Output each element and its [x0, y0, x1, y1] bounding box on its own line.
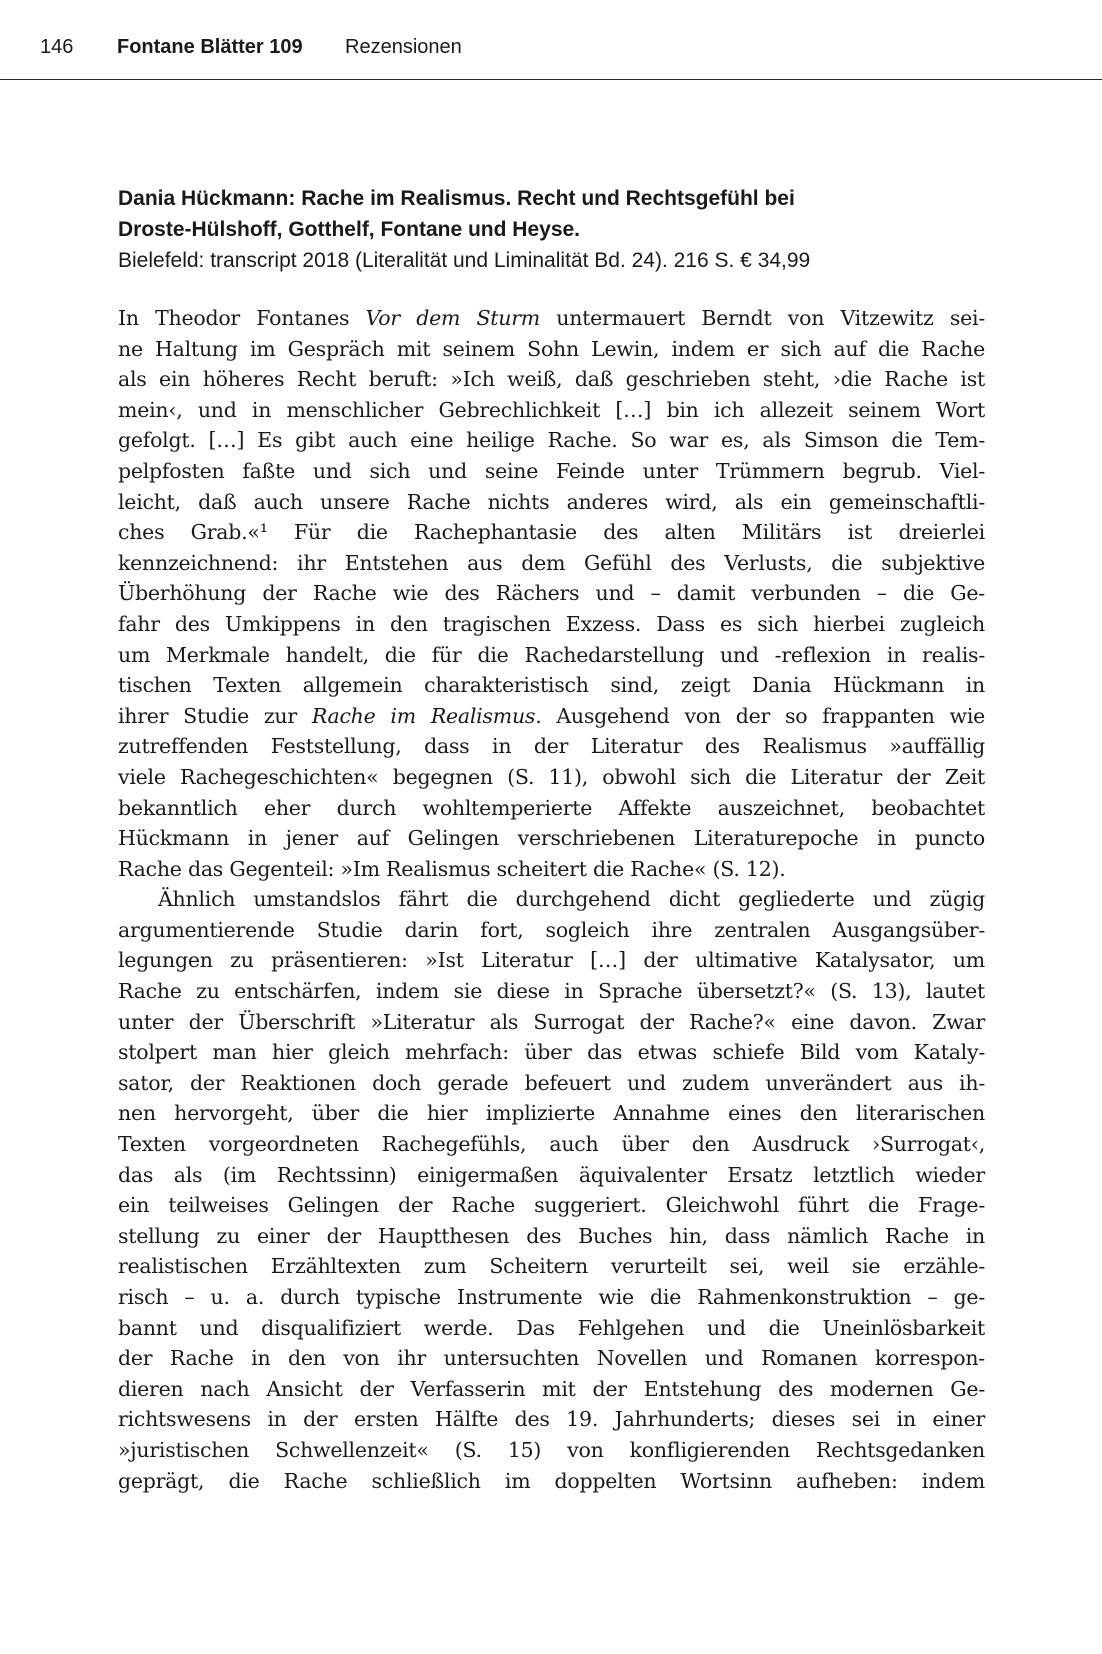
body-line-text: . Ausgehend von der so frappanten wie [535, 703, 986, 728]
body-line [118, 1160, 985, 1191]
body-line [118, 395, 985, 426]
body-line-text: mein‹, und in menschlicher Gebrechlichkeit […] bin ich allezeit seinem Wort [118, 397, 985, 422]
body-line-text: als ein höheres Recht beruft: »Ich weiß, daß geschrieben steht, ›die Rache ist [118, 367, 985, 392]
review-heading [118, 183, 998, 276]
body-line [118, 1037, 985, 1068]
journal-title: Fontane Blätter 109 [117, 36, 303, 58]
body-line [118, 884, 985, 915]
body-line-text: pelpfosten faßte und sich und seine Feinde unter Trümmern begrub. Viel- [118, 458, 985, 483]
body-line [118, 456, 985, 487]
body-line [118, 1190, 985, 1221]
body-line [118, 1007, 985, 1038]
body-line [118, 1404, 985, 1435]
body-line-text: um Merkmale handelt, die für die Rachedarstellung und -reflexion in realis- [118, 642, 985, 667]
review-title-line-1: Dania Hückmann: Rache im Realismus. Recht und Rechtsgefühl bei [118, 187, 795, 210]
body-line-text: Hückmann in jener auf Gelingen verschriebenen Literaturepoche in puncto [118, 826, 985, 851]
body-line [118, 1221, 985, 1252]
body-line [118, 364, 985, 395]
body-line [118, 854, 985, 885]
body-line [118, 1129, 985, 1160]
body-line-text: argumentierende Studie darin fort, sogleich ihre zentralen Ausgangsüber- [118, 917, 985, 942]
body-line [118, 425, 985, 456]
body-line [118, 517, 985, 548]
body-line-text: nen hervorgeht, über die hier implizierte Annahme eines den literarischen [118, 1101, 985, 1126]
body-line [118, 640, 985, 671]
body-line [118, 1435, 985, 1466]
italic-title: Vor dem Sturm [365, 306, 540, 330]
body-line [118, 793, 985, 824]
body-line-text: der Rache in den von ihr untersuchten Novellen und Romanen korrespon- [118, 1346, 985, 1371]
body-line [118, 823, 985, 854]
body-line-text: ein teilweises Gelingen der Rache suggeriert. Gleichwohl führt die Frage- [118, 1193, 985, 1218]
body-line [118, 945, 985, 976]
body-line-text: ches Grab.«¹ Für die Rachephantasie des alten Militärs ist dreierlei [118, 520, 985, 545]
body-line [118, 609, 985, 640]
review-body [118, 303, 985, 1496]
body-line-text: »juristischen Schwellenzeit« (S. 15) von konfligierenden Rechtsgedanken [118, 1437, 985, 1462]
body-line-text: zutreffenden Feststellung, dass in der Literatur des Realismus »auffällig [118, 734, 985, 759]
body-line [118, 915, 985, 946]
body-line [118, 1374, 985, 1405]
body-line-text: sator, der Reaktionen doch gerade befeuert und zudem unverändert aus ih- [118, 1070, 985, 1095]
body-line-text: legungen zu präsentieren: »Ist Literatur […] der ultimative Katalysator, um [118, 948, 985, 973]
body-line-text: risch – u. a. durch typische Instrumente wie die Rahmenkonstruktion – ge- [118, 1285, 985, 1309]
body-line [118, 1098, 985, 1129]
running-head [0, 0, 1102, 80]
body-line-text: Rache das Gegenteil: »Im Realismus scheitert die Rache« (S. 12). [118, 856, 786, 881]
body-line-text: stellung zu einer der Hauptthesen des Buches hin, dass nämlich Rache in [118, 1223, 985, 1248]
italic-title: Rache im Realismus [311, 703, 536, 728]
body-line [118, 1343, 985, 1374]
body-line-text: realistischen Erzähltexten zum Scheitern verurteilt sei, weil sie erzähle- [118, 1254, 985, 1279]
body-line-text: kennzeichnend: ihr Entstehen aus dem Gefühl des Verlusts, die subjektive [118, 550, 985, 575]
body-line-text: fahr des Umkippens in den tragischen Exzess. Dass es sich hierbei zugleich [118, 611, 985, 636]
body-line-text: tischen Texten allgemein charakteristisch sind, zeigt Dania Hückmann in [118, 673, 985, 698]
body-line-text: ne Haltung im Gespräch mit seinem Sohn Lewin, indem er sich auf die Rache [118, 336, 985, 361]
body-line-text: das als (im Rechtssinn) einigermaßen äquivalenter Ersatz letztlich wieder [118, 1162, 985, 1187]
body-line-text: viele Rachegeschichten« begegnen (S. 11), obwohl sich die Literatur der Zeit [118, 764, 985, 789]
body-line-text: richtswesens in der ersten Hälfte des 19. Jahrhunderts; dieses sei in einer [118, 1407, 985, 1432]
body-line-text: untermauert Berndt von Vitzewitz sei- [539, 306, 985, 330]
review-title-line-2: Droste-Hülshoff, Gotthelf, Fontane und Heyse. [118, 218, 581, 241]
body-line [118, 1251, 985, 1282]
body-line-text: dieren nach Ansicht der Verfasserin mit der Entstehung des modernen Ge- [118, 1376, 985, 1401]
body-line [118, 1466, 985, 1497]
body-line [118, 487, 985, 518]
section-title: Rezensionen [345, 36, 462, 58]
body-line-text: geprägt, die Rache schließlich im doppelten Wortsinn aufheben: indem [118, 1468, 985, 1493]
body-line-text: Rache zu entschärfen, indem sie diese in Sprache übersetzt?« (S. 13), lautet [118, 979, 985, 1004]
body-line [118, 303, 985, 334]
body-line-text: bekanntlich eher durch wohltemperierte Affekte auszeichnet, beobachtet [118, 795, 985, 820]
body-line [118, 976, 985, 1007]
body-line-text: unter der Überschrift »Literatur als Surrogat der Rache?« eine davon. Zwar [118, 1009, 985, 1034]
body-line [118, 762, 985, 793]
body-line-text: leicht, daß auch unsere Rache nichts anderes wird, als ein gemeinschaftli- [118, 489, 985, 514]
body-line [118, 548, 985, 579]
body-line [118, 1282, 985, 1313]
body-line-text: stolpert man hier gleich mehrfach: über das etwas schiefe Bild vom Kataly- [118, 1040, 985, 1065]
body-line [118, 670, 985, 701]
body-line-text: ihrer Studie zur [118, 703, 312, 728]
body-line-text: In Theodor Fontanes [118, 306, 366, 330]
body-line-text: gefolgt. […] Es gibt auch eine heilige Rache. So war es, als Simson die Tem- [118, 428, 985, 453]
publication-info: Bielefeld: transcript 2018 (Literalität und Liminalität Bd. 24). 216 S. € 34,99 [118, 249, 811, 272]
body-line-text: Texten vorgeordneten Rachegefühls, auch über den Ausdruck ›Surrogat‹, [118, 1132, 985, 1157]
body-line [118, 1313, 985, 1344]
page-number: 146 [40, 36, 74, 58]
body-line [118, 701, 985, 732]
body-line-text: bannt und disqualifiziert werde. Das Fehlgehen und die Uneinlösbarkeit [118, 1315, 985, 1340]
body-line [118, 334, 985, 365]
body-line [118, 578, 985, 609]
body-line-text: Überhöhung der Rache wie des Rächers und – damit verbunden – die Ge- [118, 581, 985, 606]
body-line-text: Ähnlich umstandslos fährt die durchgehend dicht gegliederte und zügig [158, 887, 985, 912]
body-line [118, 731, 985, 762]
body-line [118, 1068, 985, 1099]
